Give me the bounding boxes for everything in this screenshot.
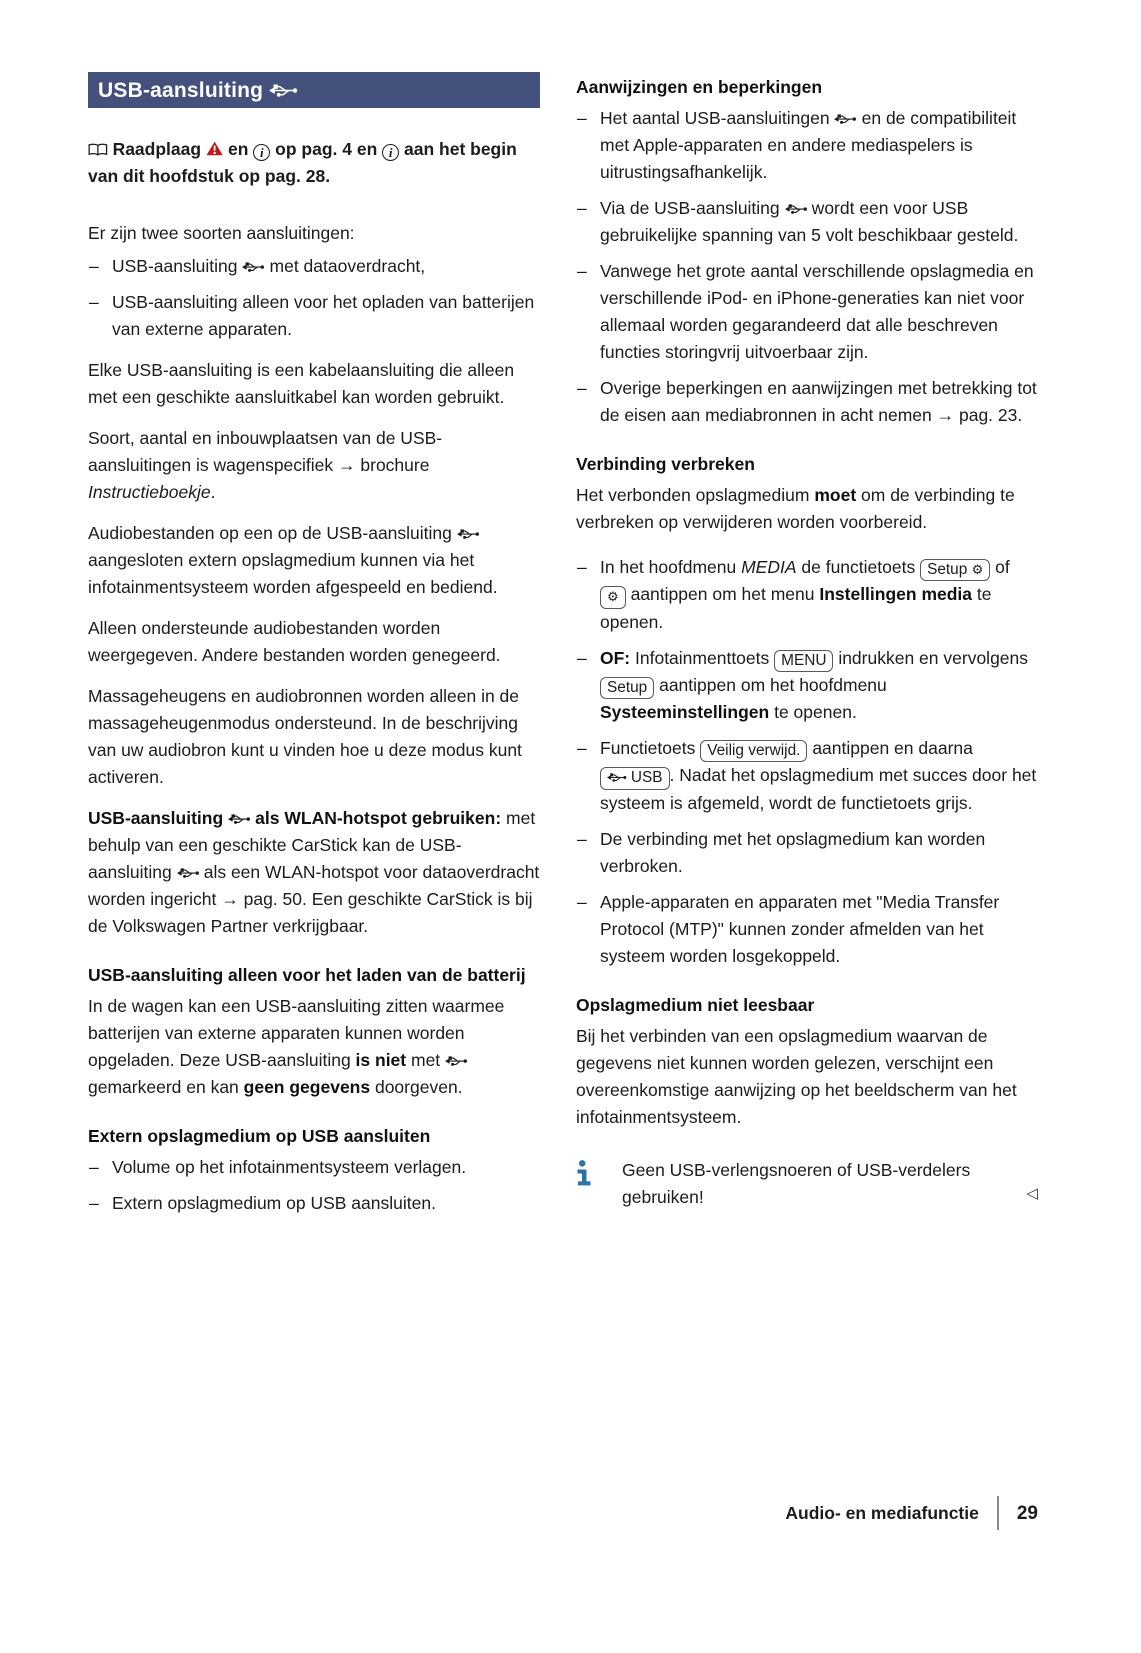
warning-icon: [206, 136, 223, 163]
usb-icon: [785, 195, 807, 222]
info-ref-icon: i: [382, 144, 399, 161]
paragraph-wlan-hotspot: USB-aansluiting als WLAN-hotspot gebruiken: met behulp van een geschikte CarStick kan de USB-aansluiting als een WLAN-hotspot voor dataoverdracht worden ingericht → pag. 50. Een geschikte CarStick is bij de Volkswagen Partner verkrijgbaar.: [88, 805, 540, 940]
usb-icon: [607, 768, 627, 787]
paragraph-disconnect: Het verbonden opslagmedium moet om de verbinding te verbreken op verwijderen worden voorbereid.: [576, 485, 1015, 532]
page-number: 29: [1016, 1502, 1038, 1524]
footer-section-title: Audio- en mediafunctie: [785, 1502, 979, 1523]
left-column: [88, 72, 540, 1231]
paragraph-supported: Alleen ondersteunde audiobestanden worden weergegeven. Andere bestanden worden genegeerd.: [88, 618, 501, 665]
paragraph-unreadable: Bij het verbinden van een opslagmedium waarvan de gegevens niet kunnen worden gelezen, verschijnt een overeenkomstige aanwijzing op het beeldscherm van het infotainmentsysteem.: [576, 1025, 1017, 1127]
key-button: Setup: [600, 677, 654, 699]
usb-icon: [269, 77, 298, 104]
gear-icon: ⚙: [971, 562, 984, 577]
list-item: – USB-aansluiting met dataoverdracht,: [88, 253, 540, 280]
paragraph-intro: Er zijn twee soorten aansluitingen:: [88, 223, 355, 243]
paragraph-massstorage: Massageheugens en audiobronnen worden alleen in de massageheugenmodus ondersteund. In de beschrijving van uw audiobron kunt u vinden hoe u deze modus kunt activeren.: [88, 686, 522, 787]
list-item: – Overige beperkingen en aanwijzingen met betrekking tot de eisen aan mediabronnen in acht nemen → pag. 23.: [576, 375, 1038, 429]
section-end-marker: ◁: [1026, 1184, 1038, 1202]
usb-icon: [445, 1047, 467, 1074]
info-ref-icon: i: [253, 144, 270, 161]
subsection-heading-unreadable: Opslagmedium niet leesbaar: [576, 994, 815, 1015]
info-note-text: Geen USB-verlengsnoeren of USB-verdelers gebruiken!: [622, 1159, 971, 1207]
usb-icon: [177, 859, 199, 886]
info-note-icon: [576, 1157, 622, 1211]
book-icon: [88, 136, 108, 163]
info-note: [576, 1157, 1038, 1211]
key-button: MENU: [774, 650, 833, 672]
usb-icon: [242, 253, 264, 280]
section-title: USB-aansluiting: [98, 77, 298, 104]
subsection-heading-restrictions: Aanwijzingen en beperkingen: [576, 77, 823, 97]
list-item: – Vanwege het grote aantal verschillende opslagmedia en verschillende iPod- en iPhone-generaties kan niet voor allemaal worden gegarandeerd dat alle beschreven functies storingvrij uitvoerbaar zijn.: [576, 258, 1038, 366]
right-column: [576, 72, 1038, 1211]
list-item: – Apple-apparaten en apparaten met "Media Transfer Protocol (MTP)" kunnen zonder afmelden van het systeem worden losgekoppeld.: [576, 889, 1038, 970]
key-button: Veilig verwijd.: [700, 740, 807, 762]
key-button: Setup ⚙: [920, 559, 990, 581]
disconnect-steps-list: [576, 554, 1038, 970]
paragraph-charging: In de wagen kan een USB-aansluiting zitten waarmee batterijen van externe apparaten kunnen worden opgeladen. Deze USB-aansluiting is niet met gemarkeerd en kan geen gegevens doorgeven.: [88, 996, 505, 1097]
list-item: – Het aantal USB-aansluitingen en de compatibiliteit met Apple-apparaten en andere mediaspelers is uitrustingsafhankelijk.: [576, 105, 1038, 186]
connect-steps-list: [88, 1154, 540, 1217]
list-item: – Volume op het infotainmentsysteem verlagen.: [88, 1154, 540, 1181]
paragraph-type-count: Soort, aantal en inbouwplaatsen van de USB-aansluitingen is wagenspecifiek → brochure Instructieboekje.: [88, 428, 443, 502]
usb-icon: [457, 520, 479, 547]
list-item: – Functietoets Veilig verwijd. aantippen en daarna USB . Nadat het opslagmedium met succes door het systeem is afgemeld, wordt de functietoets grijs.: [576, 735, 1038, 817]
key-button: USB: [600, 767, 670, 789]
list-item: – In het hoofdmenu MEDIA de functietoets Setup ⚙ of ⚙ aantippen om het menu Instellingen media te openen.: [576, 554, 1038, 636]
usb-icon: [834, 105, 856, 132]
footer-divider: [997, 1496, 999, 1530]
list-item: – Extern opslagmedium op USB aansluiten.: [88, 1190, 540, 1217]
paragraph-audiofiles: Audiobestanden op een op de USB-aansluiting aangesloten extern opslagmedium kunnen via het infotainmentsysteem worden afgespeeld en bediend.: [88, 520, 540, 601]
list-item: – USB-aansluiting alleen voor het opladen van batterijen van externe apparaten.: [88, 289, 540, 343]
connection-types-list: [88, 253, 540, 343]
section-banner: [88, 72, 540, 108]
usb-icon: [228, 805, 250, 832]
subsection-heading-connect: Extern opslagmedium op USB aansluiten: [88, 1126, 431, 1146]
paragraph-cable: Elke USB-aansluiting is een kabelaansluiting die alleen met een geschikte aansluitkabel kan worden gebruikt.: [88, 360, 515, 407]
restrictions-list: [576, 105, 1038, 429]
cross-reference-note: Raadplaag en i op pag. 4 en i aan het begin van dit hoofdstuk op pag. 28.: [88, 136, 540, 190]
list-item: – Via de USB-aansluiting wordt een voor USB gebruikelijke spanning van 5 volt beschikbaar gesteld.: [576, 195, 1038, 249]
page-footer: [785, 1496, 1038, 1530]
subsection-heading-disconnect: Verbinding verbreken: [576, 454, 755, 474]
key-button: [600, 586, 626, 608]
gear-icon: ⚙: [607, 589, 619, 605]
list-item: – OF: Infotainmenttoets MENU indrukken en vervolgens Setup aantippen om het hoofdmenu Systeeminstellingen te openen.: [576, 645, 1038, 727]
list-item: – De verbinding met het opslagmedium kan worden verbroken.: [576, 826, 1038, 880]
subsection-heading-charging: USB-aansluiting alleen voor het laden van de batterij: [88, 965, 526, 985]
